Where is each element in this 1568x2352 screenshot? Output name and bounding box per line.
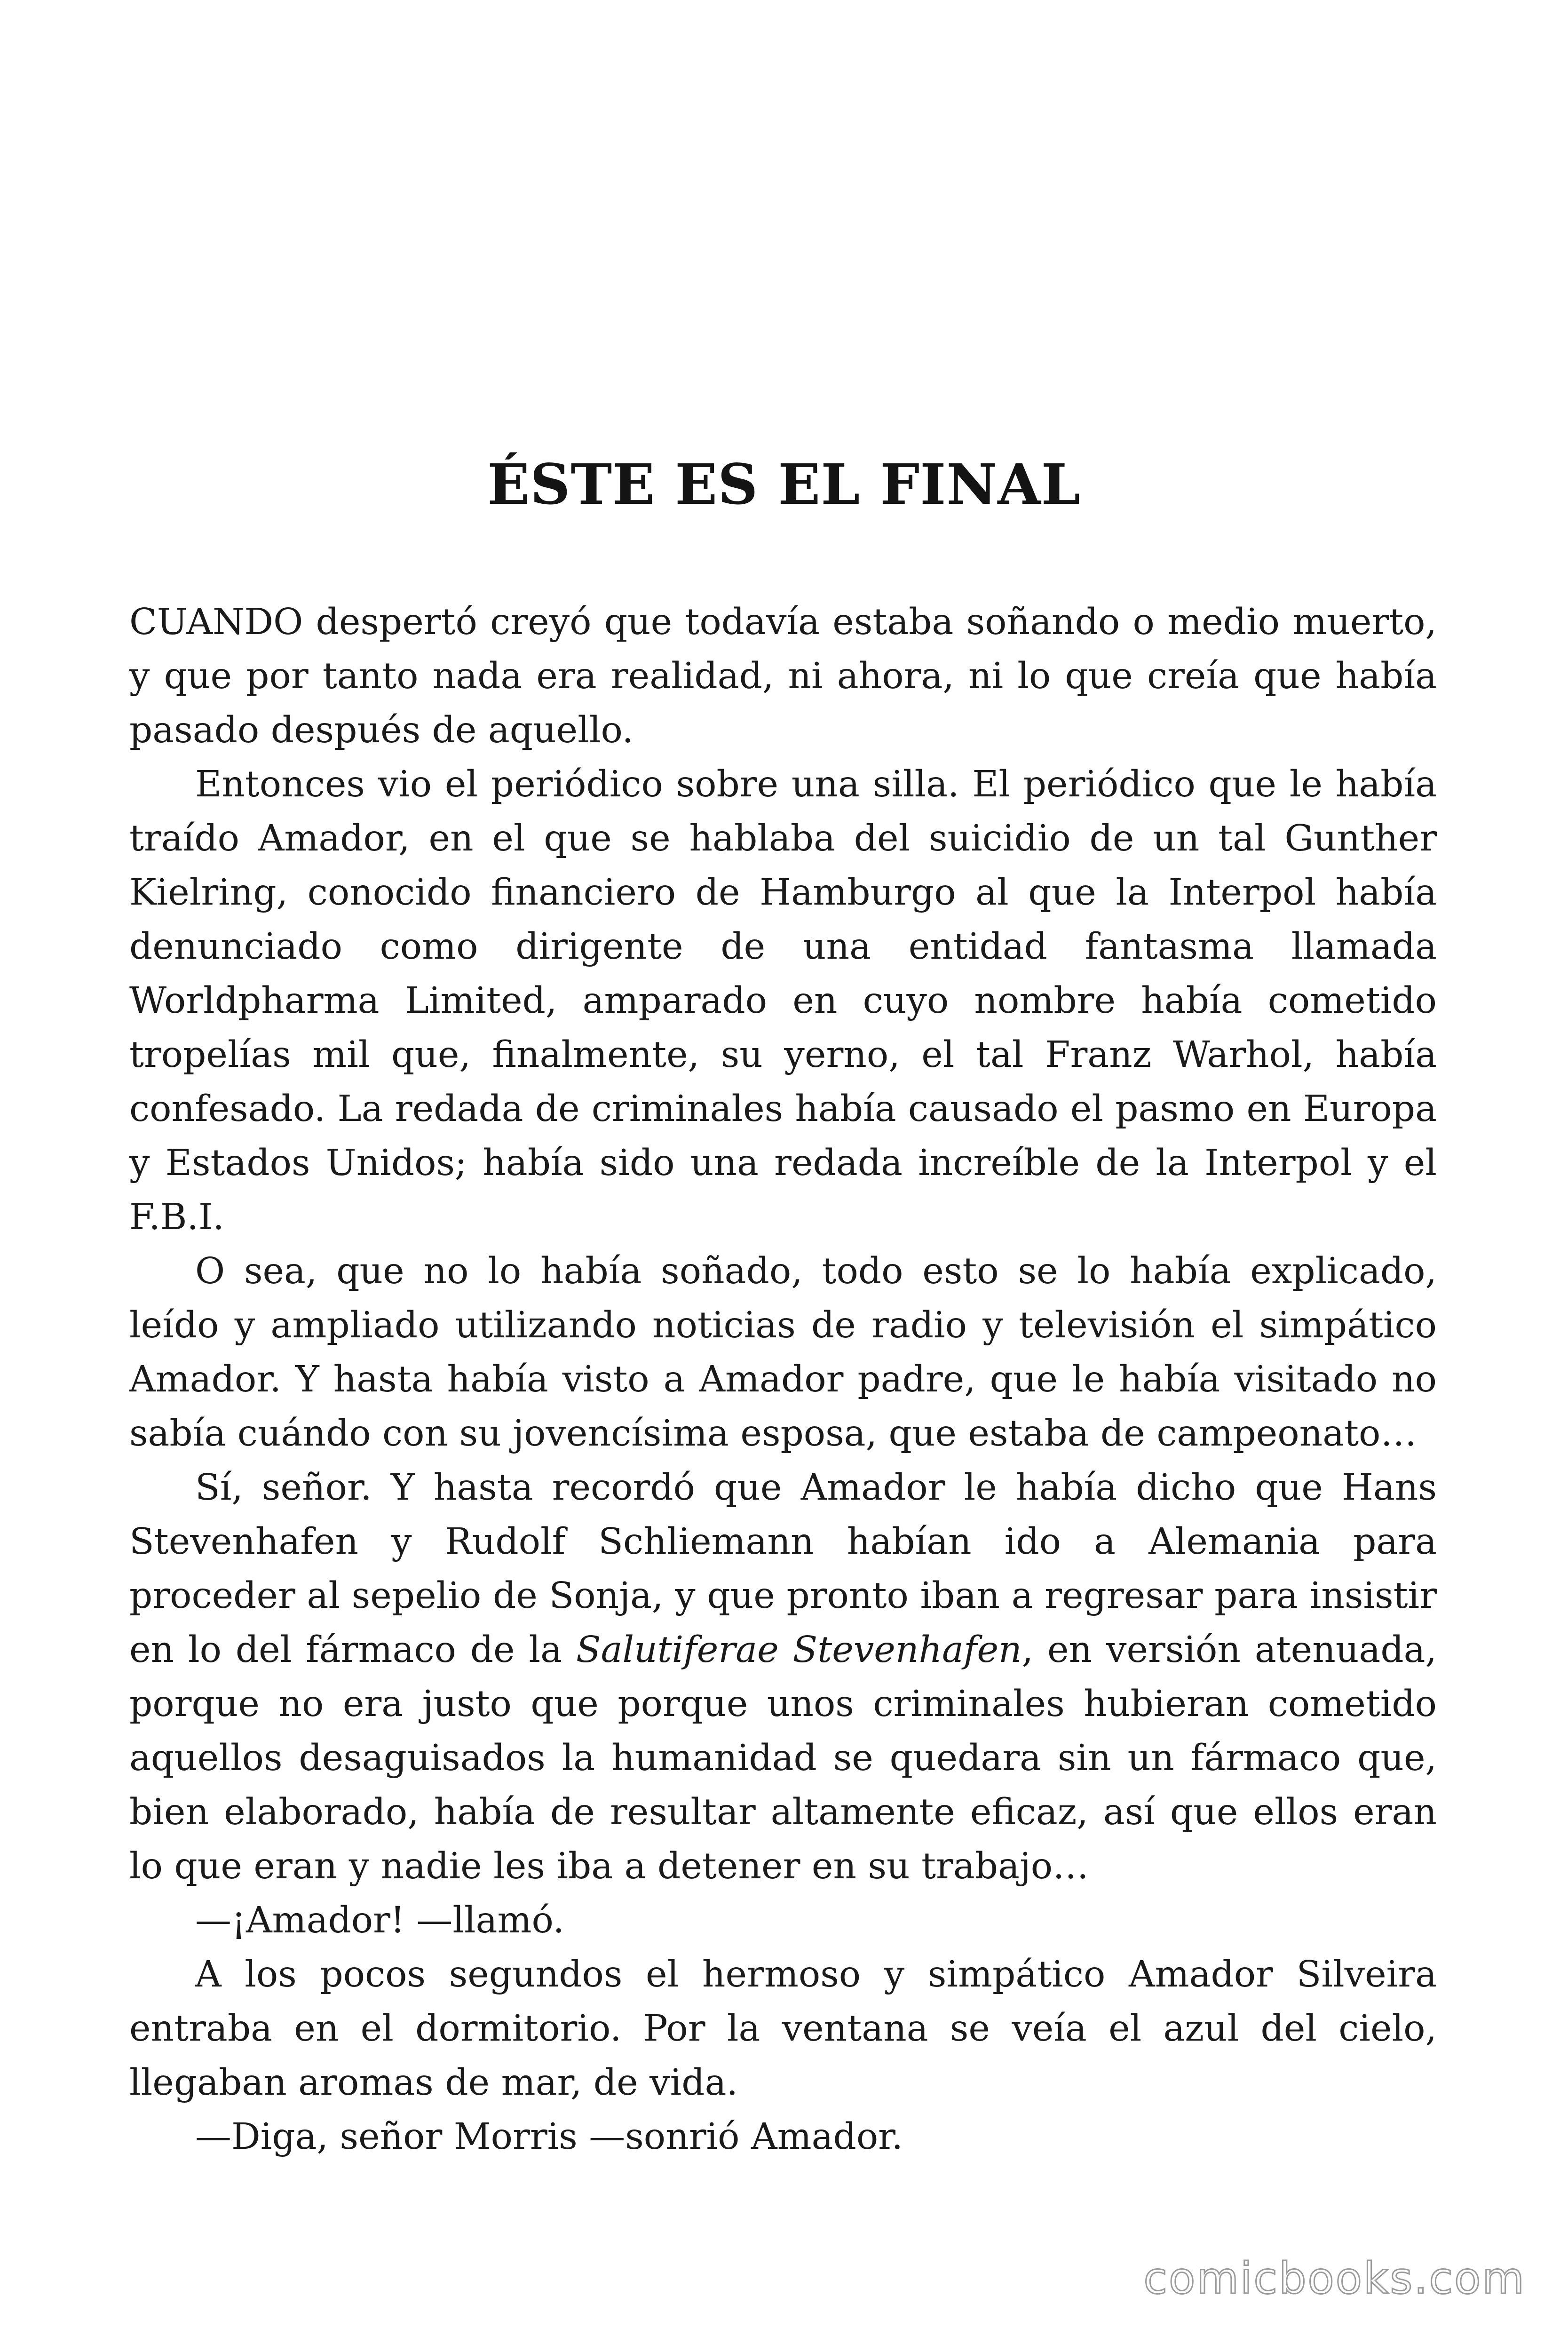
paragraph-4-text-end: , en versión atenuada, porque no era justo que porque unos criminales hubieran cometido aquellos desaguisados la humanidad se quedara sin un fármaco que, bien elaborado, había de resultar altamente eficaz, así que ellos eran lo que eran y nadie les iba a detener en su trabajo…	[129, 1629, 1437, 1887]
drug-name-italic: Salutiferae Stevenhafen	[576, 1629, 1022, 1671]
dialogue-line-1: —¡Amador! —llamó.	[195, 1899, 565, 1941]
chapter-body	[129, 595, 1437, 2164]
paragraph-4	[129, 1461, 1437, 1893]
paragraph-1: CUANDO despertó creyó que todavía estaba soñando o medio muerto, y que por tanto nada era realidad, ni ahora, ni lo que creía que había pasado después de aquello.	[129, 601, 1437, 751]
paragraph-2: Entonces vio el periódico sobre una silla. El periódico que le había traído Amador, en el que se hablaba del suicidio de un tal Gunther Kielring, conocido financiero de Hamburgo al que la Interpol había denunciado como dirigente de una entidad fantasma llamada Worldpharma Limited, amparado en cuyo nombre había cometido tropelías mil que, finalmente, su yerno, el tal Franz Warhol, había confesado. La redada de criminales había causado el pasmo en Europa y Estados Unidos; había sido una redada increíble de la Interpol y el F.B.I.	[129, 763, 1437, 1238]
dialogue-line-2: —Diga, señor Morris —sonrió Amador.	[195, 2116, 903, 2158]
paragraph-4-text-start: Sí, señor. Y hasta recordó que Amador le había dicho que Hans Stevenhafen y Rudolf Schliemann habían ido a Alemania para proceder al sepelio de Sonja, y que pronto iban a regresar para insistir en lo del fármaco de la	[129, 1467, 1437, 1671]
paragraph-6: A los pocos segundos el hermoso y simpático Amador Silveira entraba en el dormitorio. Por la ventana se veía el azul del cielo, llegaban aromas de mar, de vida.	[129, 1954, 1437, 2104]
watermark: comicbooks.com	[1143, 2253, 1526, 2304]
chapter-title: ÉSTE ES EL FINAL	[487, 452, 1081, 517]
paragraph-3: O sea, que no lo había soñado, todo esto se lo había explicado, leído y ampliado utilizando noticias de radio y televisión el simpático Amador. Y hasta había visto a Amador padre, que le había visitado no sabía cuándo con su jovencísima esposa, que estaba de campeonato…	[129, 1250, 1437, 1454]
